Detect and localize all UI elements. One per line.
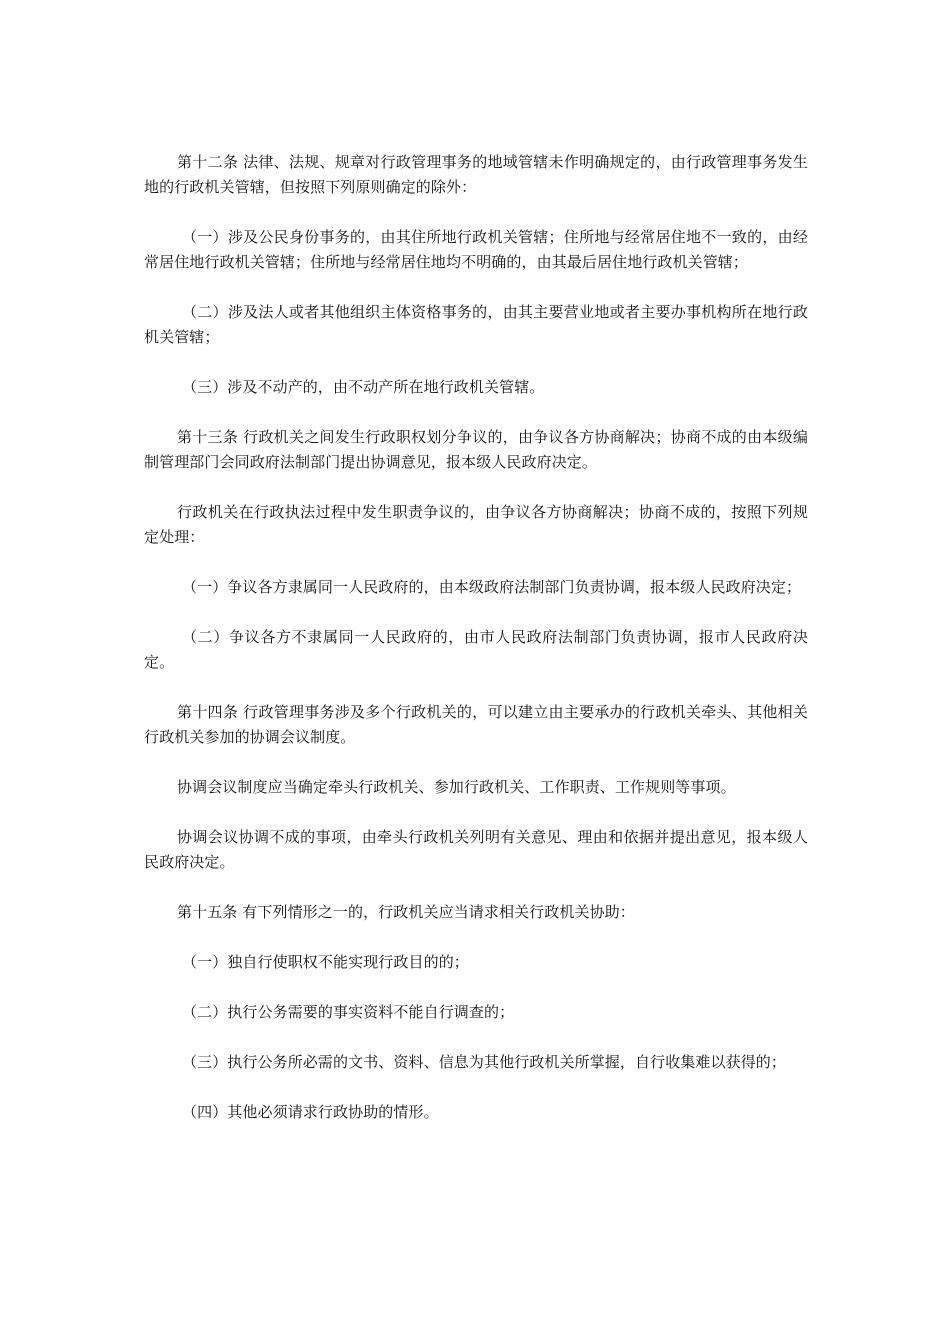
article-14-clause-3: 协调会议协调不成的事项，由牵头行政机关列明有关意见、理由和依据并提出意见，报本级人民政府决定。: [144, 828, 808, 871]
article-13-item-1: （一）争议各方隶属同一人民政府的，由本级政府法制部门负责协调，报本级人民政府决定；: [182, 578, 802, 596]
article-14-paragraph: 第十四条 行政管理事务涉及多个行政机关的，可以建立由主要承办的行政机关牵头、其他相关行政机关参加的协调会议制度。: [144, 703, 808, 746]
article-13-item-2: （二）争议各方不隶属同一人民政府的，由市人民政府法制部门负责协调，报市人民政府决定。: [144, 628, 808, 671]
article-15-item-3: （三）执行公务所必需的文书、资料、信息为其他行政机关所掌握，自行收集难以获得的；: [182, 1053, 787, 1071]
article-15-item-4: （四）其他必须请求行政协助的情形。: [182, 1103, 439, 1121]
document-body: [144, 150, 808, 1150]
article-15-item-2: （二）执行公务需要的事实资料不能自行调查的；: [182, 1003, 515, 1021]
article-12-item-3: （三）涉及不动产的，由不动产所在地行政机关管辖。: [182, 378, 545, 396]
article-15-item-1: （一）独自行使职权不能实现行政目的的；: [182, 953, 469, 971]
article-12-item-2: （二）涉及法人或者其他组织主体资格事务的，由其主要营业地或者主要办事机构所在地行政机关管辖；: [144, 303, 808, 346]
article-14-clause-2: 协调会议制度应当确定牵头行政机关、参加行政机关、工作职责、工作规则等事项。: [177, 778, 736, 796]
article-13-clause-2: 行政机关在行政执法过程中发生职责争议的，由争议各方协商解决；协商不成的，按照下列规定处理：: [144, 503, 808, 546]
article-13-paragraph: 第十三条 行政机关之间发生行政职权划分争议的，由争议各方协商解决；协商不成的由本级编制管理部门会同政府法制部门提出协调意见，报本级人民政府决定。: [144, 428, 808, 471]
article-12-item-1: （一）涉及公民身份事务的，由其住所地行政机关管辖；住所地与经常居住地不一致的，由经常居住地行政机关管辖；住所地与经常居住地均不明确的，由其最后居住地行政机关管辖；: [144, 228, 808, 271]
article-12-paragraph: 第十二条 法律、法规、规章对行政管理事务的地域管辖未作明确规定的，由行政管理事务发生地的行政机关管辖，但按照下列原则确定的除外：: [144, 153, 808, 196]
article-15-paragraph: 第十五条 有下列情形之一的，行政机关应当请求相关行政机关协助：: [177, 903, 635, 921]
